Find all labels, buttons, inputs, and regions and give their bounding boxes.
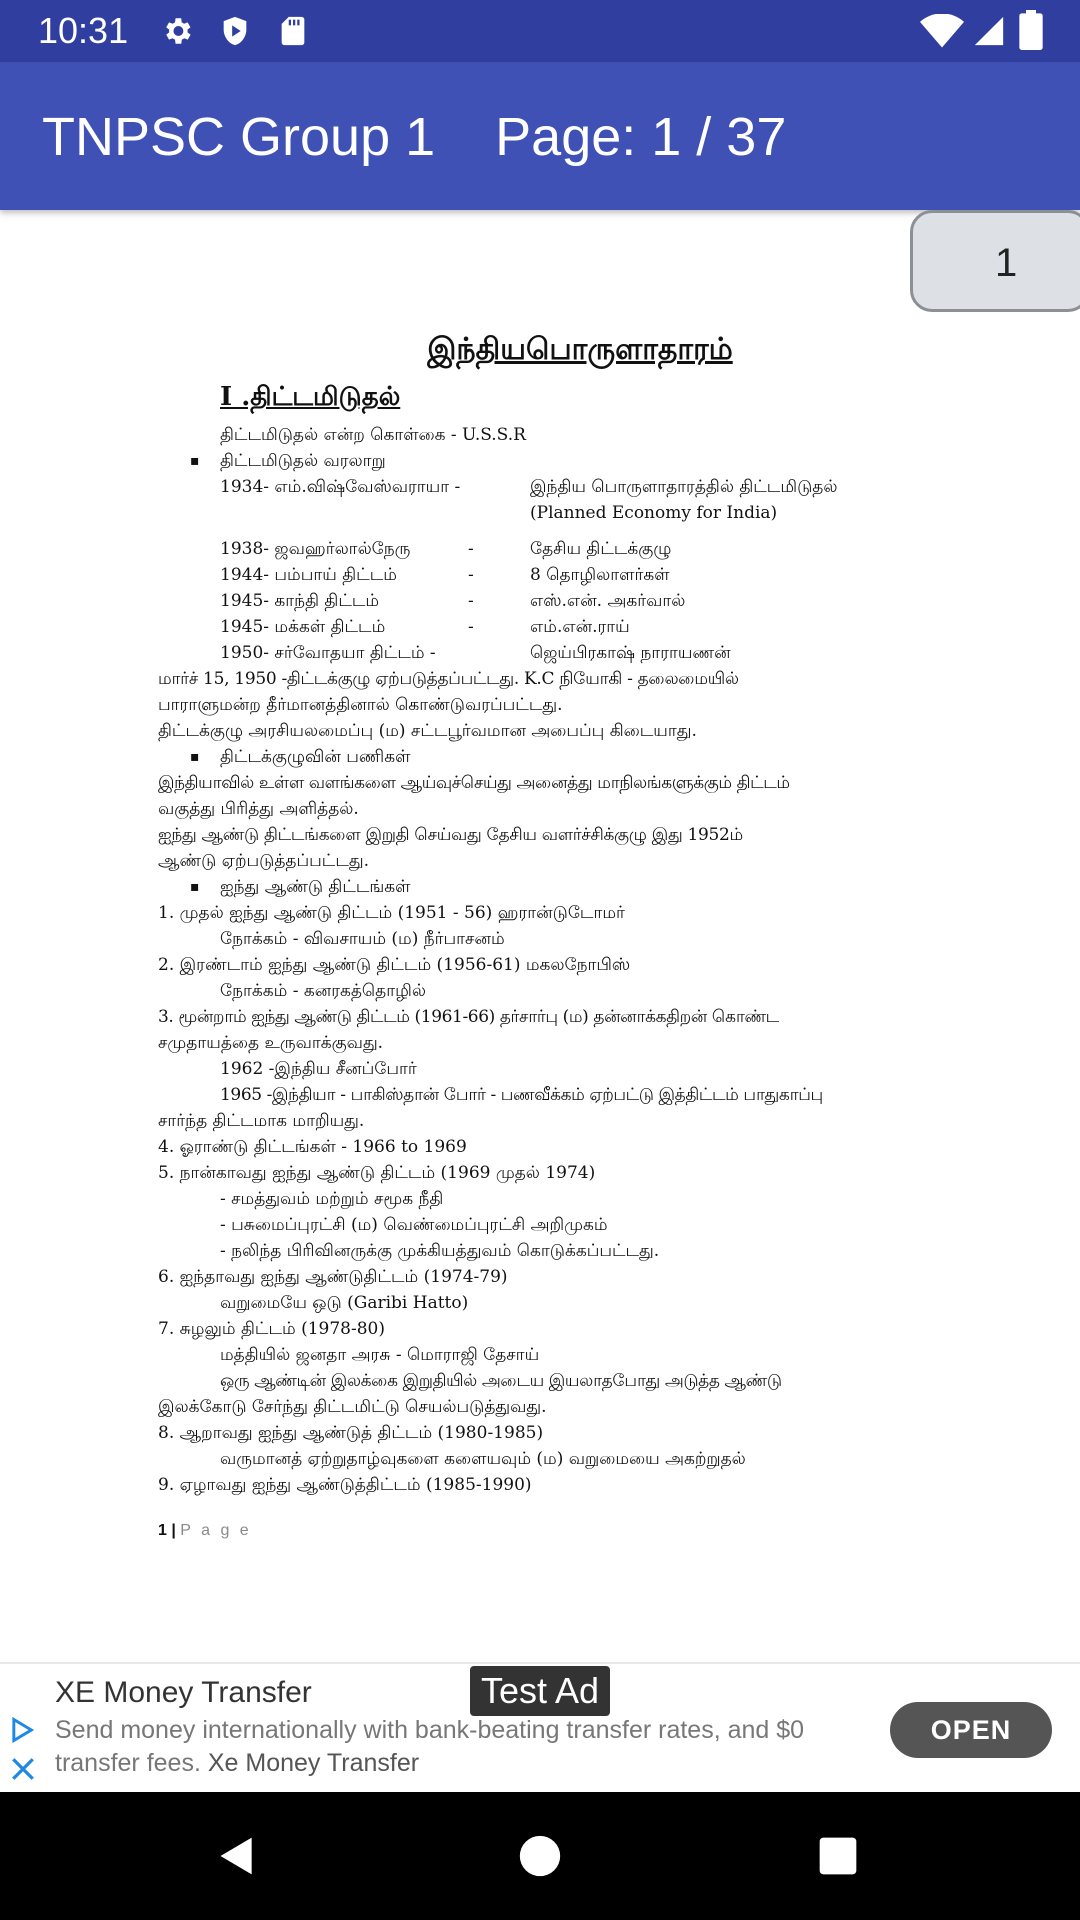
battery-icon: [1018, 10, 1044, 50]
ad-advertiser: Xe Money Transfer: [207, 1749, 420, 1777]
doc-line: 1945- மக்கள் திட்டம்: [220, 617, 386, 637]
app-bar: [0, 62, 1080, 210]
doc-line: 4. ஓராண்டு திட்டங்கள் - 1966 to 1969: [158, 1137, 467, 1157]
doc-line: - நலிந்த பிரிவினருக்கு முக்கியத்துவம் கொடுக்கப்பட்டது.: [220, 1241, 660, 1261]
doc-line: 1962 -இந்திய சீனப்போர்: [220, 1059, 417, 1079]
wifi-icon: [920, 14, 964, 48]
doc-line: ஜெய்பிரகாஷ் நாராயணன்: [530, 643, 731, 663]
doc-line: மத்தியில் ஜனதா அரசு - மொராஜி தேசாய்: [220, 1345, 540, 1365]
ad-title[interactable]: XE Money Transfer: [55, 1676, 312, 1709]
doc-line: ஆண்டு ஏற்படுத்தப்பட்டது.: [158, 851, 369, 871]
doc-line: தேசிய திட்டக்குழு: [530, 539, 672, 559]
clock: 10:31: [38, 10, 129, 51]
doc-bullet: ▪ திட்டமிடுதல் வரலாறு: [220, 450, 386, 472]
doc-line: நோக்கம் - விவசாயம் (ம) நீர்பாசனம்: [220, 929, 505, 949]
doc-line: 1. முதல் ஐந்து ஆண்டு திட்டம் (1951 - 56) ஹரான்டுடோமர்: [158, 903, 625, 923]
doc-line: 7. சுழலும் திட்டம் (1978-80): [158, 1319, 385, 1339]
doc-line: இந்திய பொருளாதாரத்தில் திட்டமிடுதல்: [530, 477, 838, 497]
doc-line: 8 தொழிலாளர்கள்: [530, 565, 670, 585]
doc-dash: -: [468, 539, 474, 559]
doc-line: சமுதாயத்தை உருவாக்குவது.: [158, 1033, 384, 1053]
page-number-value: 1: [995, 241, 1018, 285]
app-title: TNPSC Group 1 Page: 1 / 37: [42, 107, 787, 167]
sd-card-icon: [276, 14, 310, 48]
doc-line: இந்தியாவில் உள்ள வளங்களை ஆய்வுச்செய்து அனைத்து மாநிலங்களுக்கும் திட்டம்: [158, 773, 790, 793]
page-number-box[interactable]: [910, 210, 1080, 312]
doc-dash: -: [468, 565, 474, 585]
ad-banner[interactable]: [0, 1662, 1080, 1796]
doc-line: வருமானத் ஏற்றுதாழ்வுகளை களையவும் (ம) வறுமையை அகற்றுதல்: [220, 1449, 746, 1469]
shield-icon: [218, 14, 252, 48]
doc-line: திட்டமிடுதல் என்ற கொள்கை - U.S.S.R: [220, 425, 526, 445]
doc-line: ஐந்து ஆண்டு திட்டங்களை இறுதி செய்வது தேசிய வளர்ச்சிக்குழு இது 1952ம்: [158, 825, 743, 845]
doc-line: மார்ச் 15, 1950 -திட்டக்குழு ஏற்படுத்தப்பட்டது. K.C நியோகி - தலைமையில்: [158, 669, 739, 689]
doc-line: 6. ஐந்தாவது ஐந்து ஆண்டுதிட்டம் (1974-79): [158, 1267, 508, 1287]
doc-line: 1945- காந்தி திட்டம்: [220, 591, 380, 611]
ad-open-button[interactable]: OPEN: [890, 1702, 1052, 1758]
doc-line: 1944- பம்பாய் திட்டம்: [220, 565, 397, 585]
doc-dash: -: [468, 591, 474, 611]
doc-line: - சமத்துவம் மற்றும் சமூக நீதி: [220, 1189, 444, 1209]
close-icon[interactable]: [10, 1756, 36, 1782]
page-footer-label: P a g e: [180, 1522, 252, 1539]
doc-line: இலக்கோடு சேர்ந்து திட்டமிட்டு செயல்படுத்துவது.: [158, 1397, 547, 1417]
doc-line: திட்டக்குழு அரசியலமைப்பு (ம) சட்டபூர்வமான அபைப்பு கிடையாது.: [158, 721, 697, 741]
doc-bullet: ▪ திட்டக்குழுவின் பணிகள்: [220, 746, 410, 768]
ad-description[interactable]: [55, 1714, 875, 1780]
signal-icon: [972, 14, 1006, 48]
status-bar: [0, 0, 1080, 62]
doc-line: பாராளுமன்ற தீர்மானத்தினால் கொண்டுவரப்பட்டது.: [158, 695, 563, 715]
doc-line: (Planned Economy for India): [530, 503, 778, 523]
doc-line: ஒரு ஆண்டின் இலக்கை இறுதியில் அடைய இயலாதபோது அடுத்த ஆண்டு: [220, 1371, 782, 1391]
ad-choices-icon[interactable]: [8, 1716, 36, 1744]
doc-line: 3. மூன்றாம் ஐந்து ஆண்டு திட்டம் (1961-66) தர்சார்பு (ம) தன்னாக்கதிறன் கொண்ட: [158, 1007, 779, 1027]
doc-bullet: ▪ ஐந்து ஆண்டு திட்டங்கள்: [220, 876, 411, 898]
doc-line: 1938- ஜவஹர்லால்நேரு: [220, 539, 411, 559]
doc-line: 1934- எம்.விஷ்வேஸ்வராயா -: [220, 477, 461, 497]
document-heading: இந்தியபொருளாதாரம்: [427, 332, 733, 367]
doc-line: 2. இரண்டாம் ஐந்து ஆண்டு திட்டம் (1956-61) மகலநோபிஸ்: [158, 955, 631, 975]
doc-line: 9. ஏழாவது ஐந்து ஆண்டுத்திட்டம் (1985-1990): [158, 1475, 532, 1495]
doc-line: எஸ்.என். அகர்வால்: [530, 591, 686, 611]
test-ad-label: Test Ad: [470, 1666, 610, 1716]
recents-icon[interactable]: [816, 1834, 860, 1878]
page-footer-number: 1 |: [158, 1522, 176, 1539]
ad-description-text: Send money internationally with bank-beating transfer rates, and $0 transfer fees.: [55, 1716, 805, 1777]
doc-line: 8. ஆறாவது ஐந்து ஆண்டுத் திட்டம் (1980-1985): [158, 1423, 544, 1443]
document-subheading: I .திட்டமிடுதல்: [220, 382, 401, 412]
doc-line: எம்.என்.ராய்: [530, 617, 630, 637]
doc-line: நோக்கம் - கனரகத்தொழில்: [220, 981, 426, 1001]
doc-line: 1950- சர்வோதயா திட்டம் -: [220, 643, 436, 663]
doc-line: சார்ந்த திட்டமாக மாறியது.: [158, 1111, 365, 1131]
doc-line: 1965 -இந்தியா - பாகிஸ்தான் போர் - பணவீக்கம் ஏற்பட்டு இத்திட்டம் பாதுகாப்பு: [220, 1085, 823, 1105]
settings-icon: [160, 14, 194, 48]
pdf-page[interactable]: [0, 210, 1080, 1660]
doc-line: வகுத்து பிரித்து அளித்தல்.: [158, 799, 359, 819]
doc-line: 5. நான்காவது ஐந்து ஆண்டு திட்டம் (1969 முதல் 1974): [158, 1163, 596, 1183]
doc-line: - பசுமைப்புரட்சி (ம) வெண்மைப்புரட்சி அறிமுகம்: [220, 1215, 608, 1235]
doc-dash: -: [468, 617, 474, 637]
back-icon[interactable]: [215, 1834, 259, 1878]
home-icon[interactable]: [518, 1834, 562, 1878]
page-footer: [158, 1522, 252, 1540]
navigation-bar: [0, 1792, 1080, 1920]
doc-line: வறுமையே ஒடு (Garibi Hatto): [220, 1293, 469, 1313]
